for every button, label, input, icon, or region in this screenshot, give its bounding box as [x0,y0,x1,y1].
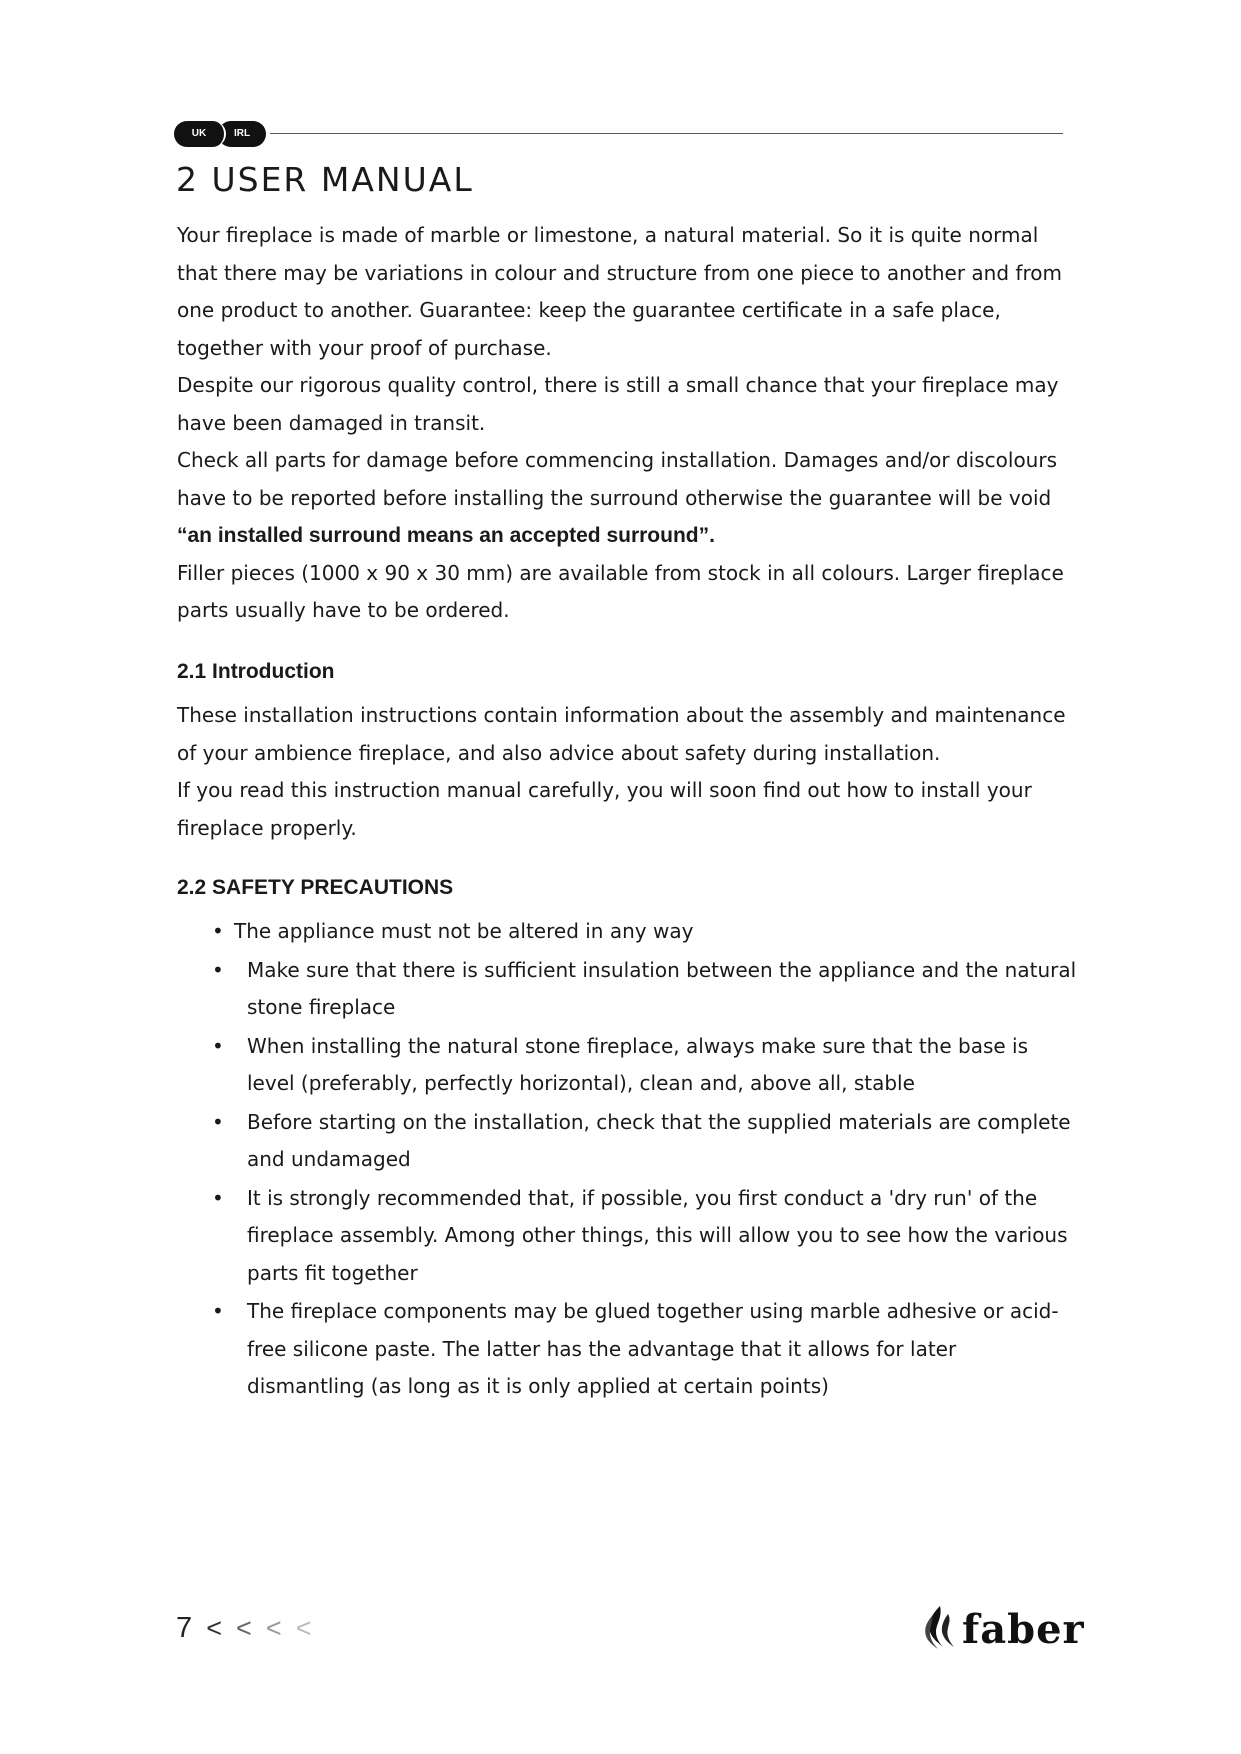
chevron-left-icon: < [295,1613,312,1643]
bullet: • [212,957,224,982]
bullet: • [212,1299,224,1323]
list-item-text: When installing the natural stone fireplace, always make sure that the base is level (preferably, perfectly horizontal), clean and, above all, stable [247,1033,1029,1095]
intro-paragraph-2: Despite our rigorous quality control, there is still a small chance that your fireplace may have been damaged in transit. [177,373,1059,435]
list-item-text: Before starting on the installation, check that the supplied materials are complete and undamaged [247,1109,1071,1171]
list-item [207,1104,1077,1179]
page-footer [176,1612,312,1645]
chevron-left-icon: < [265,1613,282,1643]
introduction-text [177,697,1067,847]
intro-paragraph-1: Your fireplace is made of marble or limestone, a natural material. So it is quite normal that there may be variations in colour and structure from one piece to another and from one product to another. Guarantee: keep the guarantee certificate in a safe place, together with your proof of purchase. [177,223,1062,360]
page-title: 2 USER MANUAL [176,160,474,199]
section-heading-safety: 2.2 SAFETY PRECAUTIONS [177,876,454,899]
language-badge [174,121,266,147]
badge-uk: UK [174,121,226,147]
introduction-paragraph-1: These installation instructions contain information about the assembly and maintenance of your ambience fireplace, and also advice about safety during installation. [177,703,1066,765]
list-item [207,913,1077,951]
section-heading-introduction: 2.1 Introduction [177,660,335,683]
safety-list [207,913,1077,1407]
guarantee-quote: “an installed surround means an accepted surround”. [177,524,715,547]
list-item-text: The fireplace components may be glued together using marble adhesive or acid-free silicone paste. The latter has the advantage that it allows for later dismantling (as long as it is only applied at certain points) [247,1299,1059,1398]
faber-logo [920,1602,1085,1654]
list-item [207,952,1077,1027]
bullet: • [212,1033,224,1058]
list-item-text: It is strongly recommended that, if possible, you first conduct a 'dry run' of the fireplace assembly. Among other things, this will allow you to see how the various parts fit together [247,1185,1068,1285]
page-number: 7 [176,1612,193,1644]
bullet: • [212,919,224,943]
badge-irl: IRL [218,121,266,147]
introduction-paragraph-2: If you read this instruction manual carefully, you will soon find out how to install your fireplace properly. [177,778,1032,840]
bullet: • [212,1109,224,1134]
list-item-text: The appliance must not be altered in any way [234,919,694,943]
intro-paragraph-3 [177,442,1067,555]
flame-icon [920,1602,962,1654]
header-divider [270,133,1063,134]
bullet: • [212,1185,224,1210]
intro-paragraph-3-text: Check all parts for damage before commencing installation. Damages and/or discolours have to be reported before installing the surround otherwise the guarantee will be void [177,448,1057,510]
list-item [207,1180,1077,1293]
list-item [207,1293,1077,1406]
logo-wordmark: faber [962,1606,1085,1653]
chevron-left-icon: < [236,1613,252,1643]
intro-text [177,217,1067,630]
list-item [207,1028,1077,1103]
intro-paragraph-4: Filler pieces (1000 x 90 x 30 mm) are available from stock in all colours. Larger fireplace parts usually have to be ordered. [177,560,1064,622]
list-item-text: Make sure that there is sufficient insulation between the appliance and the natural stone fireplace [247,957,1077,1019]
chevron-left-icon: < [206,1613,222,1643]
